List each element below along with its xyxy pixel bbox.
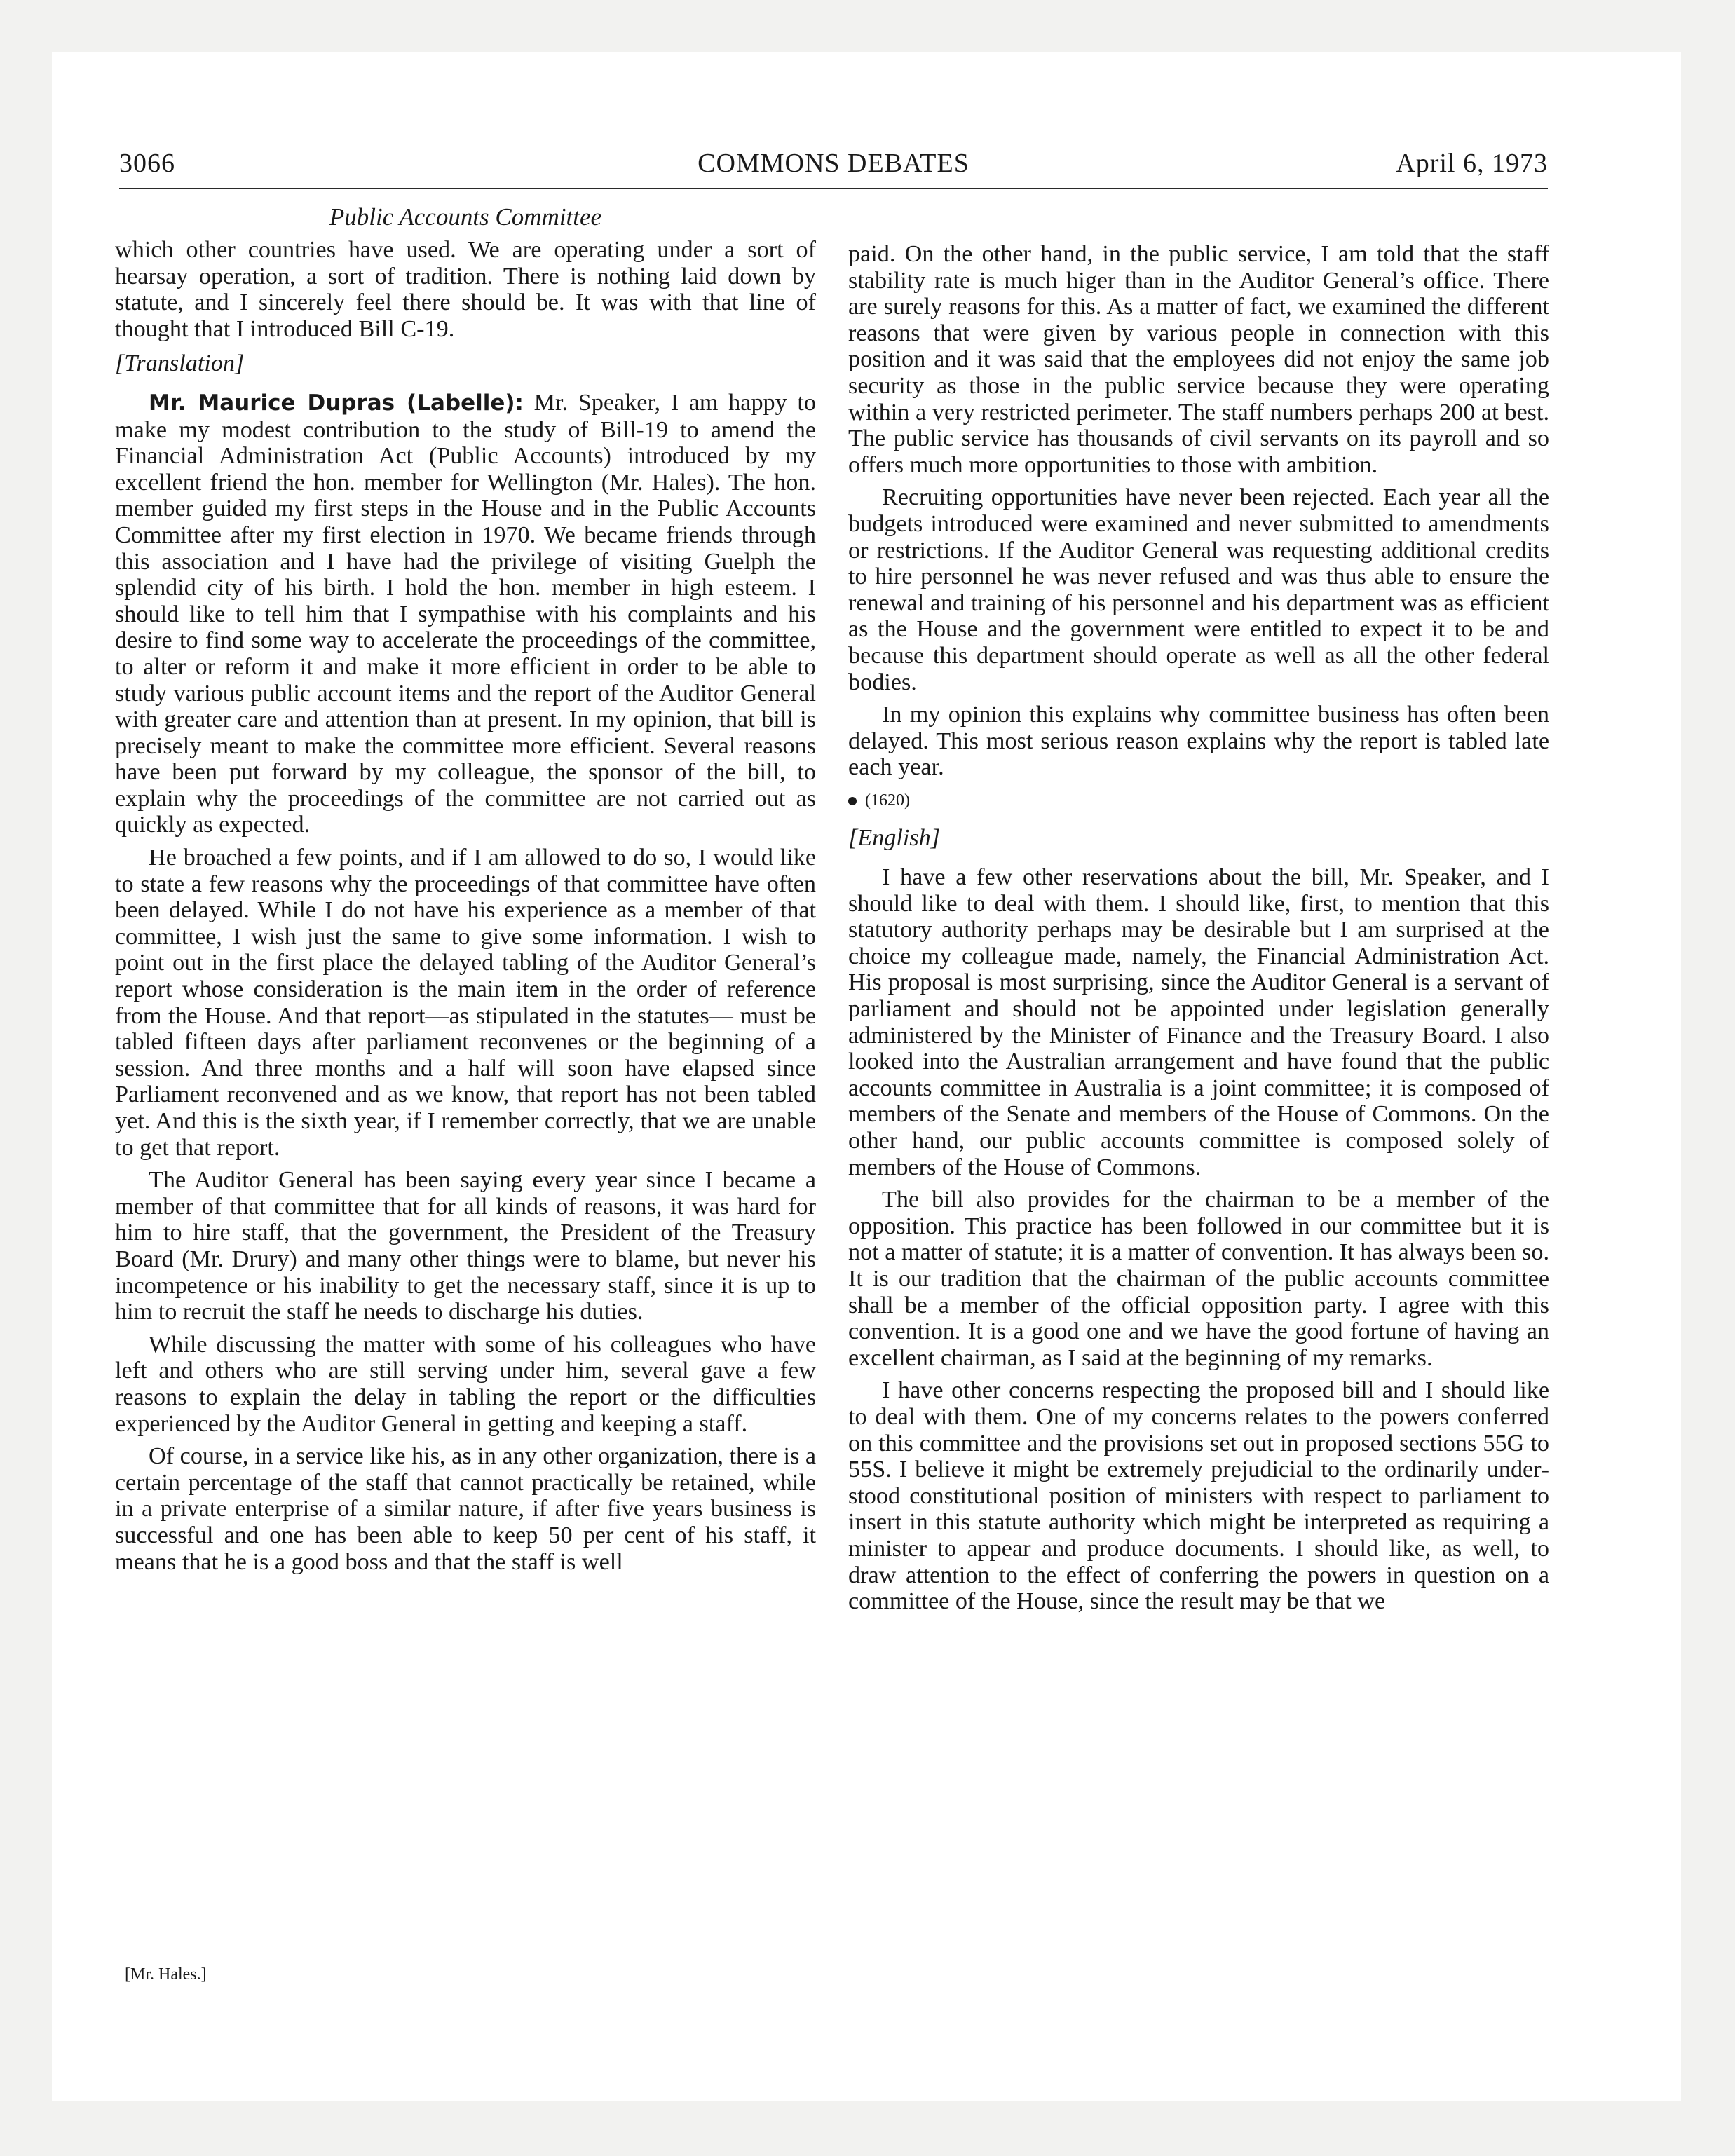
right-paragraph-3: In my opinion this explains why committee business has often been delayed. This most serious reason explains why the report is tabled late each year. [848,702,1549,781]
speech-text: Mr. Speaker, I am happy to make my modest contribution to the study of Bill-19 to amend the Financial Administration Act (Public Accounts) introduced by my excellent friend the hon. member for Wellington (Mr. Hales). The hon. member guided my first steps in the House and in the Public Accounts Committee after my first election in 1970. We became friends through this association and I have had the privilege of visiting Guelph the splendid city of his birth. I hold the hon. member in high esteem. I should like to tell him that I sympathise with his complaints and his desire to find some way to accelerate the proceedings of the committee, to alter or reform it and make it more efficient in order to be able to study various public account items and the report of the Auditor General with greater care and attention than at present. In my opinion, that bill is precisely meant to make the committee more efficient. Several reasons have been put forward by my colleague, the sponsor of the bill, to explain why the proceedings of the committee are not carried out as quickly as expected. [115,389,816,838]
left-paragraph-5: While discussing the matter with some of his colleagues who have left and others who are still serving under him, several gave a few reasons to explain the delay in tabling the report or the difficulties experienced by the Auditor General in getting and keeping a staff. [115,1331,816,1437]
language-marker-english: [English] [848,825,941,852]
publication-title: COMMONS DEBATES [698,149,969,178]
page-number: 3066 [119,149,175,178]
left-paragraph-4: The Auditor General has been saying every year since I became a member of that committee that for all kinds of reasons, it was hard for him to hire staff, that the government, the President of the Treasury Board (Mr. Drury) and many other things were to blame, but never his incompetence or his inability to get the necessary staff, since it is up to him to recruit the staff he needs to discharge his duties. [115,1167,816,1325]
left-column [115,200,816,1581]
right-paragraph-5: The bill also provides for the chairman to be a member of the opposition. This practice has been followed in our committee but it is not a matter of statute; it is a matter of convention. It has always been so. It is our tradition that the chairman of the public accounts committee shall be a member of the official opposition party. I agree with this convention. It is a good one and we have the good fortune of having an excellent chairman, as I said at the beginning of my remarks. [848,1187,1549,1371]
speaker-name: Mr. Maurice Dupras (Labelle): [149,390,524,416]
left-paragraph-1: which other countries have used. We are operating under a sort of hearsay operation, a sort of tradition. There is nothing laid down by statute, and I sincerely feel there should be. It was with that line of thought that I introduced Bill C-19. [115,237,816,342]
language-marker-translation: [Translation] [115,350,245,377]
footnote-speaker: [Mr. Hales.] [125,1965,207,1984]
time-marker-text: (1620) [865,791,910,810]
bullet-icon [848,797,857,805]
hansard-page [52,52,1681,2101]
right-column [848,241,1549,1621]
time-marker [848,788,1549,814]
right-paragraph-1: paid. On the other hand, in the public service, I am told that the staff stability rate is much higer than in the Auditor General’s office. There are surely reasons for this. As a matter of fact, we examined the different reasons that were given by various people in connection with this position and it was said that the employees did not enjoy the same job security as those in the public service because they were operating within a very restricted perimeter. The staff numbers perhaps 200 at best. The public service has thousands of civil servants on its payroll and so offers much more opportunities to those with ambition. [848,241,1549,478]
left-paragraph-6: Of course, in a service like his, as in any other organization, there is a certain percentage of the staff that cannot practically be retained, while in a private enterprise of a similar nature, if after five years business is successful and one has been able to keep 50 per cent of his staff, it means that he is a good boss and that the staff is well [115,1443,816,1575]
issue-date: April 6, 1973 [1396,149,1548,178]
left-paragraph-2 [115,390,816,838]
right-paragraph-4: I have a few other reservations about the bill, Mr. Speaker, and I should like to deal with them. I should like, first, to mention that this statutory authority perhaps may be desirable but I am surprised at the choice my colleague made, namely, the Financial Administration Act. His proposal is most surprising, since the Auditor General is a servant of parliament and should not be appointed under legislation generally administered by the Minister of Finance and the Treasury Board. I also looked into the Australian arrangement and have found that the public accounts committee in Australia is a joint committee; it is composed of members of the Senate and members of the House of Commons. On the other hand, our public accounts committee is composed solely of members of the House of Commons. [848,864,1549,1180]
right-paragraph-6: I have other concerns respecting the proposed bill and I should like to deal with them. One of my concerns relates to the powers conferred on this committee and the provisions set out in proposed sections 55G to 55S. I believe it might be extremely prejudicial to the ordinarily understood constitutional position of ministers with respect to parliament to insert in this statute authority which might be interpreted as requiring a minister to appear and produce documents. I should like, as well, to draw attention to the effect of conferring the powers in question on a committee of the House, since the result may be that we [848,1377,1549,1615]
running-header [119,146,1548,189]
section-heading: Public Accounts Committee [329,203,602,231]
right-paragraph-2: Recruiting opportunities have never been rejected. Each year all the budgets introduced were examined and never submitted to amendments or restrictions. If the Auditor General was requesting additional credits to hire personnel he was never refused and was thus able to ensure the renewal and training of his personnel and his department was as efficient as the House and the government were entitled to expect it to be and because this department should operate as well as all the other federal bodies. [848,484,1549,695]
left-paragraph-3: He broached a few points, and if I am allowed to do so, I would like to state a few reasons why the proceedings of that committee have often been delayed. While I do not have his experience as a member of that committee, I wish just the same to give some information. I wish to point out in the first place the delayed tabling of the Auditor General’s report whose consideration is the main item in the order of reference from the House. And that report—as stipulated in the statutes— must be tabled fifteen days after parliament reconvenes or the beginning of a session. And three months and a half will soon have elapsed since Parliament reconvened and as we know, that report has not been tabled yet. And this is the sixth year, if I remember correctly, that we are unable to get that report. [115,845,816,1161]
